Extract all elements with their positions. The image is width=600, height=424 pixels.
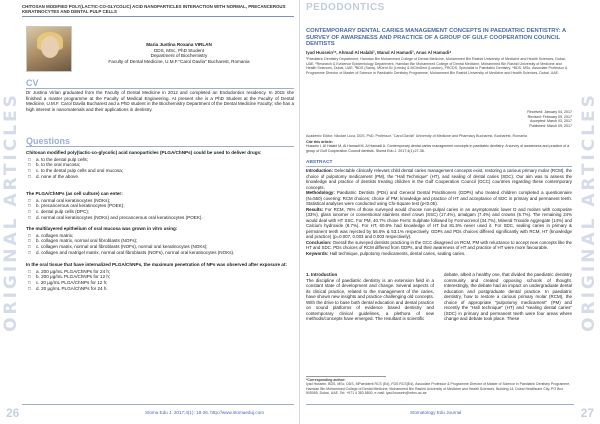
question-4 xyxy=(26,262,294,292)
photo-face xyxy=(41,36,59,58)
option[interactable]: □ c. dental pulp cells (DPC); xyxy=(26,209,294,215)
abstract-text: Hall technique, pulpotomy medicaments, dental caries, sealing caries. xyxy=(329,250,466,256)
abstract-text: Delectable clinically relevant child dental caries management concepts exist, restoring a carious primary molar (RCM), the choice of pulpotomy medicament (PM), the "Hall Technique" (HT), and sealing of dental caries (SDC). Our aim was to assess the knowledge and practice of dentists treating children in the Gulf Cooperation Council (GCC) countries regarding these contemporary concepts. xyxy=(306,168,572,190)
side-label-text: ORIGINAL ARTICLES xyxy=(579,92,599,332)
author-affiliations: ¹Paediatric Dentistry Department, Hamdan Bin Mohammed College of Dental Medicine, Mohammed Bin Rashid University of Medicine and Health Sciences, Dubai, UAE. ²Research & Evidence Epidemiology Department, Hamdan Bin Mohammed College of Dental Medicine, Mohammed Bin Rashid University of Medicine and Health Sciences, Dubai, UAE. ³BDS (Sana), MDent.Sc (Leeds) & MClinDent (London), FRCDS, Specialist in Paediatric Dentistry. ⁴BDS, MSc, Associate Professor & Programme Director of Master of Science in Paediatric Dentistry Programme, Mohammed Bin Rashid University of Medicine and Health Sciences, Dubai, UAE. xyxy=(306,57,568,75)
academic-editor: Academic Editor: Nicolae Luca, DDS, PhD, Professor, "Carol Davila" University of Medicine and Pharmacy Bucharest, Bucharest, Romania xyxy=(306,134,527,138)
abstract-label: Methodology: xyxy=(306,190,335,195)
option[interactable]: □ a. normal oral keratinocytes (NOKs); xyxy=(26,198,294,204)
article-dates xyxy=(510,110,572,128)
running-header: CHITOSAN MODIFIED POLY(LACTIC-CO-GLYCOLIC) ACID NANOPARTICLES INTERACTION WITH NORMAL, PRECANCEROUS KERATINOCYTES AND DENTAL PULP CELLS xyxy=(22,4,286,15)
option[interactable]: □ a. 200 μg/mL PLGA/ChNPs for 24 h; xyxy=(26,269,294,275)
cv-rule xyxy=(26,88,294,89)
corr-text: Iyad Hussein, BDS, MSc, DDS, MPaeddent RCS (Ed), FDS RCS(Ed), Associate Professor & Programme Director of Master of Science in Paediatric Dentistry Programme, Hamdan Bin Mohammed College of Dental Medicine, Mohammed Bin Rashid University of Medicine and Health Sciences, Building 14, Dubai Healthcare City, PO Box 505055, Dubai, UAE. Tel: +971 4 383 8800, e-mail: iyad.hussein@mbru.ac.ae xyxy=(306,382,571,395)
question-1 xyxy=(26,150,294,180)
left-side-label xyxy=(0,0,22,424)
date-published: Published: March 09, 2017 xyxy=(529,123,572,128)
date-revised: Revised: February 09, 2017 xyxy=(527,114,572,119)
article-authors: Iyad Hussein¹*, Ahmad Al Halabi², Manal Al Hamadi³, Anas Al Hamadi⁴ xyxy=(306,50,452,55)
option[interactable]: □ d. normal oral keratinocytes (NOKs) and precancerous oral keratinocytes (POEK). xyxy=(26,215,294,221)
page-number: 26 xyxy=(6,406,20,420)
question-text: The PLGA/ChNPs (as cell culture) can enter: xyxy=(26,191,123,196)
abstract-text: Overall the surveyed dentists practicing in the GCC disagreed on RCM, PM with reluctance to accept new concepts like the HT and SDC. PDs choices of RCM differed from GDPs, and their awareness of HT and practice of HT were more favourable. xyxy=(306,239,572,250)
right-side-label xyxy=(578,0,600,424)
side-label-text: ORIGINAL ARTICLES xyxy=(1,92,21,332)
option[interactable]: □ b. precancerous oral keratinocytes (POEK); xyxy=(26,203,294,209)
abstract xyxy=(306,168,572,256)
question-text: In the oral tissue that have internalized PLGA/ChNPs, the maximum penetration of NPs was observed after exposure at: xyxy=(26,262,287,267)
abstract-text: For RCM, 76% of those surveyed would choose non-pulpal caries in an asymptomatic lower D and molars with composite (33%), glass ionomer or conventional stainless steel crown (SSC) (17.4%), amalgam (7.4%) and crowns (5.7%). The remaining 24% would deal with HT SSC. For PM, 40.7% chose Ferric Sulphate followed by Formocresol (34.7%), Mineral Trioxide Aggregate (14%) and Calcium hydroxide (8.7%). For HT, 60.6% had knowledge of HT but 81.5% never used it. For SDC, sealing caries in primary & permanent teeth was rejected by 56.6% & 53.1% respectively. GDPs and PDs choices differed significantly with RCM, HT (knowledge and practice) (p=0.007, 0.003 and 0.003 respectively). xyxy=(306,206,572,239)
abstract-label: Introduction: xyxy=(306,168,334,173)
footer-rule xyxy=(306,404,574,405)
question-3 xyxy=(26,226,294,256)
question-text: Chitosan modified poly(lactic-co-glycolic) acid nanoparticles (PLGA/ChNPs) could be used to deliver drugs: xyxy=(26,150,262,155)
option[interactable]: □ c. collagen matrix, normal oral fibroblasts (NOFs), normal oral keratinocytes (NOKs); xyxy=(26,244,294,250)
corr-heading: *Corresponding author: xyxy=(306,378,346,382)
footer-journal: Stomatology Edu Journal xyxy=(410,410,462,415)
corresponding-author xyxy=(306,378,572,395)
author-name: Maria Justina Roxana VIRLAN xyxy=(146,42,212,47)
article-title: CONTEMPORARY DENTAL CARIES MANAGEMENT CONCEPTS IN PAEDIATRIC DENTISTRY: A SURVEY OF AWARENESS AND PRACTICE OF A GROUP OF GULF COOPERATION COUNCIL DENTISTS xyxy=(306,28,567,48)
date-accepted: Accepted: March 03, 2017 xyxy=(530,119,572,124)
author-degree: DDS, MSc, PhD Student xyxy=(153,47,205,53)
cv-heading: CV xyxy=(26,78,39,88)
abstract-label: Results: xyxy=(306,206,324,212)
questions-rule xyxy=(26,146,294,147)
author-faculty: Faculty of Dental Medicine, U.M.F."Carol Davila" Bucharest, Romania xyxy=(108,58,250,64)
abstract-rule xyxy=(306,166,572,167)
question-2 xyxy=(26,191,294,221)
header-rule xyxy=(22,16,294,17)
abstract-label: Conclusion: xyxy=(306,239,332,245)
intro-text-2: debate, albeit a healthy one, that divided the paediatric dentistry community and created opposing schools of thought. Interestingly, the debate had an impact on undergraduate dental education and postgraduate dental practice. In paediatric dentistry, how to restore a carious primary molar (RCM), the choice of appropriate "pulpotomy medicament" (PM) and recently the "Hall technique" (HT) and "sealing dental caries" (SDC) in primary and permanent teeth were four areas where change and debate took place. These xyxy=(444,272,572,321)
option[interactable]: □ b. to the oral mucosa; xyxy=(26,162,294,168)
body-column-1 xyxy=(306,272,434,322)
cite-text: Hussein I, Al Halabi M, Al Hamadi M, Al Hamadi A. Contemporary dental caries management concepts in paediatric dentistry: A survey of awareness and practice of a group of Gulf Cooperation Council dentists. Stoma Edu J. 2017;4(1):27-36. xyxy=(306,144,570,153)
option[interactable]: □ d. 20 μg/mL PLGA/ChNPs for 24 h. xyxy=(26,286,294,292)
cite-label: Cite this article: xyxy=(306,140,333,144)
question-text: The multilayered epithelium of oral mucosa was grown in vitro using: xyxy=(26,226,178,231)
date-received: Received: January 04, 2017 xyxy=(527,110,572,114)
citation xyxy=(306,140,572,153)
cv-text: Dr Justina Virlan graduated from the Faculty of Dental Medicine in 2012 and completed an Endodontics residency. In 2015 she finished a master programme at the Faculty of Medical Engineering. At present she is a PhD Student at the Faculty of Dental Medicine, U.M.F. Carol Davila Bucharest and a PhD student in the Biochemistry Department of the Dental Medicine Faculty; she has a high interest in nanomaterials and their applications in dentistry. xyxy=(26,90,294,112)
option[interactable]: □ c. to the dental pulp cells and oral mucosa; xyxy=(26,168,294,174)
body-column-2 xyxy=(444,272,572,322)
page-number: 27 xyxy=(580,406,594,420)
abstract-label: Keywords: xyxy=(306,250,329,256)
abstract-text: Paediatric Dentists (PDs) and General Dental Practitioners (GDPs) who treated children completed a questionnaire (N=550) covering: RCM choices; choice of PM; knowledge and practice of HT and acceptance of SDC in primary and permanent teeth. Statistical analyses were conducted using Chi-Square test (p<0.05). xyxy=(306,190,572,206)
abstract-heading: ABSTRACT xyxy=(306,160,333,165)
footer-rule xyxy=(22,404,294,405)
author-photo xyxy=(26,26,72,72)
option[interactable]: □ d. collagen and matrigel matrix, normal oral fibroblasts (NOFs), normal oral keratinocytes (NOKs). xyxy=(26,250,294,256)
questions-heading: Questions xyxy=(26,136,71,146)
section-head: PEDODONTICS xyxy=(306,2,385,13)
option[interactable]: □ a. collagen matrix; xyxy=(26,233,294,239)
right-page xyxy=(300,0,600,424)
option[interactable]: □ b. 200 μg/mL PLGA/ChNPs for 12 h; xyxy=(26,274,294,280)
intro-heading: 1. Introduction xyxy=(306,272,338,277)
option[interactable]: □ a. to the dental pulp cells; xyxy=(26,157,294,163)
option[interactable]: □ d. none of the above. xyxy=(26,174,294,180)
option[interactable]: □ c. 20 μg/mL PLGA/ChNPs for 12 h; xyxy=(26,280,294,286)
footer-citation: Stoma Edu J. 2017;4(1): 18-26. http://www.stomaeduj.com xyxy=(145,410,264,415)
option[interactable]: □ b. collagen matrix, normal oral fibroblasts (NOFs); xyxy=(26,238,294,244)
author-bio xyxy=(84,42,274,64)
corr-rule xyxy=(306,376,386,377)
author-dept: Department of Biochemistry xyxy=(150,53,208,59)
intro-text-1: The discipline of paediatric dentistry is an extension field in a constant state of development and change. Several aspects of its clinical practice, related to the management of the caries, have shown new insights and practice challenging old concepts. With the drive to base both dental education and dental practice on sound platforms of evidence based dentistry and contemporary clinical guidelines, a plethora of new methods/concepts have emerged. The resultant is scientific xyxy=(306,277,434,321)
